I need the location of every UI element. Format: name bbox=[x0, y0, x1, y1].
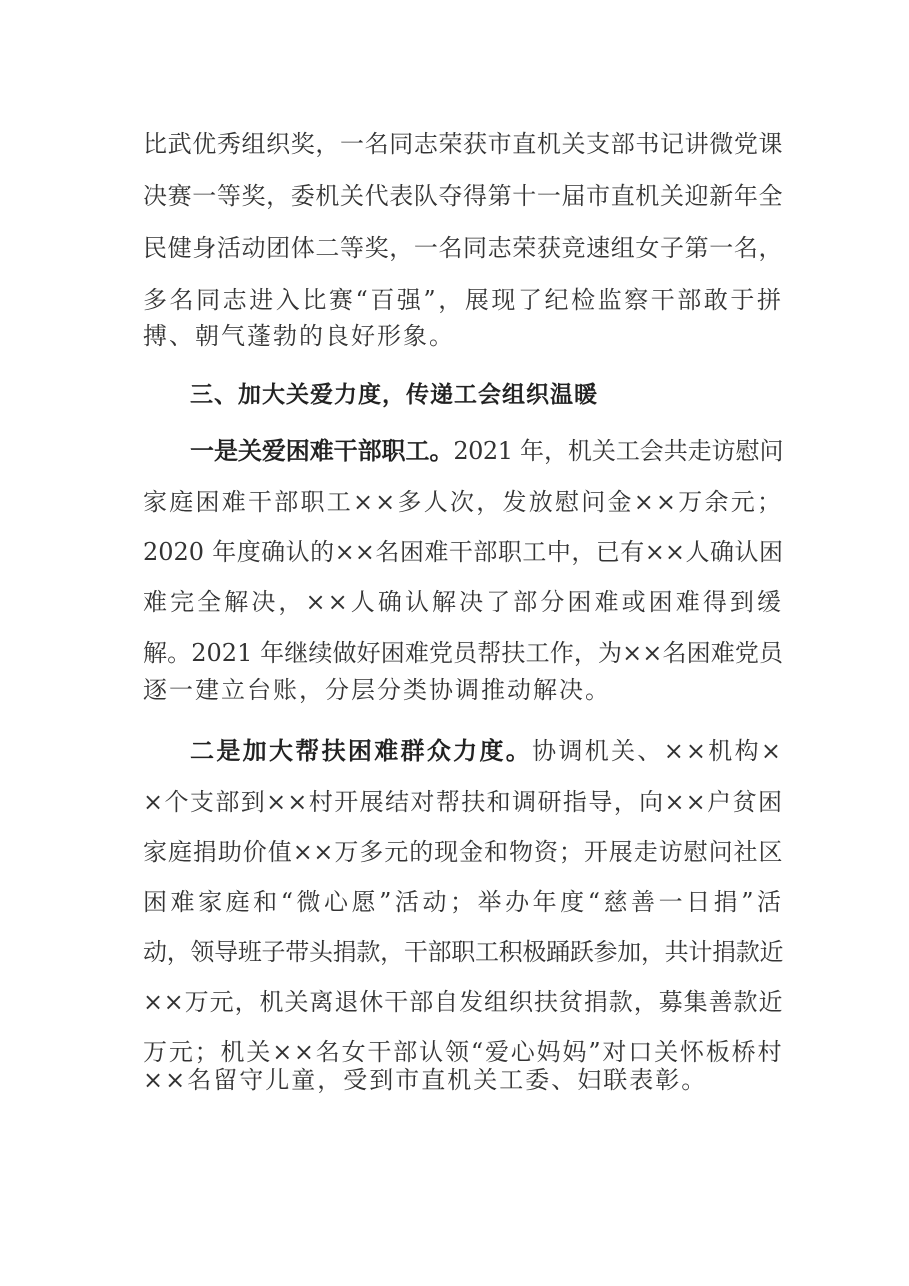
paragraph-3-line-3: 家庭捐助价值××万多元的现金和物资；开展走访慰问社区 bbox=[143, 838, 783, 866]
paragraph-3-line-6: ××万元，机关离退休干部自发组织扶贫捐款，募集善款近 bbox=[143, 988, 783, 1016]
paragraph-2-line-4: 难完全解决，××人确认解决了部分困难或困难得到缓 bbox=[143, 588, 783, 616]
paragraph-3-line-2: ×个支部到××村开展结对帮扶和调研指导，向××户贫困 bbox=[143, 788, 783, 816]
paragraph-2-line-5: 解。2021 年继续做好困难党员帮扶工作，为××名困难党员 bbox=[143, 639, 783, 667]
paragraph-3-line-4: 困难家庭和“微心愿”活动；举办年度“慈善一日捐”活 bbox=[143, 888, 783, 916]
paragraph-3-line-7: 万元；机关××名女干部认领“爱心妈妈”对口关怀板桥村 bbox=[143, 1038, 783, 1066]
paragraph-1-line-3: 民健身活动团体二等奖，一名同志荣获竞速组女子第一名， bbox=[143, 234, 783, 262]
paragraph-2-line-2: 家庭困难干部职工××多人次，发放慰问金××万余元； bbox=[143, 488, 783, 516]
paragraph-1-line-1: 比武优秀组织奖，一名同志荣获市直机关支部书记讲微党课 bbox=[143, 130, 783, 158]
paragraph-3-line-8: ××名留守儿童，受到市直机关工委、妇联表彰。 bbox=[143, 1066, 708, 1094]
paragraph-3-line-1 bbox=[190, 731, 783, 771]
paragraph-1-line-4: 多名同志进入比赛“百强”，展现了纪检监察干部敢于拼 bbox=[143, 286, 783, 314]
paragraph-2-line-1 bbox=[190, 431, 783, 471]
paragraph-2-line-3: 2020 年度确认的××名困难干部职工中，已有××人确认困 bbox=[143, 538, 783, 566]
paragraph-3-first-rest: 协调机关、××机构× bbox=[532, 737, 784, 765]
paragraph-2-first-rest: 2021 年，机关工会共走访慰问 bbox=[453, 437, 783, 465]
paragraph-1-line-2: 决赛一等奖，委机关代表队夺得第十一届市直机关迎新年全 bbox=[143, 182, 783, 210]
paragraph-2-lead: 一是关爱困难干部职工。 bbox=[190, 437, 454, 465]
paragraph-3-line-5: 动，领导班子带头捐款，干部职工积极踊跃参加，共计捐款近 bbox=[143, 938, 783, 966]
paragraph-2-line-6: 逐一建立台账，分层分类协调推动解决。 bbox=[143, 676, 611, 704]
section-heading: 三、加大关爱力度，传递工会组织温暖 bbox=[190, 382, 598, 408]
paragraph-3-lead: 二是加大帮扶困难群众力度。 bbox=[190, 737, 533, 765]
paragraph-1-line-5: 搏、朝气蓬勃的良好形象。 bbox=[143, 322, 455, 350]
